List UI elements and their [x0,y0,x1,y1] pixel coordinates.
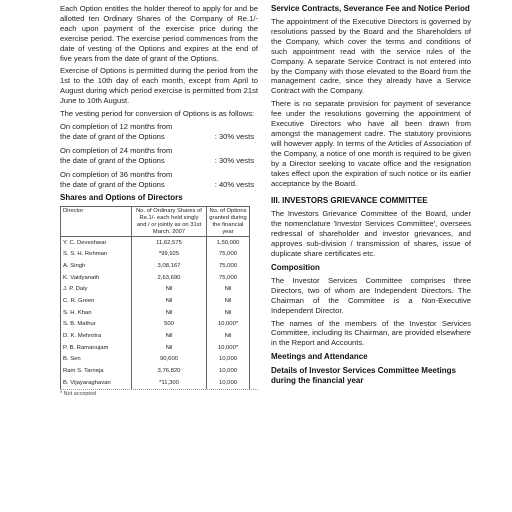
shares-cell: Nil [132,342,207,354]
shares-cell: Nil [132,296,207,308]
left-column [60,4,258,398]
table-body [61,237,250,389]
table-heading: Shares and Options of Directors [60,193,183,203]
vesting-item [60,122,258,142]
vesting-line: On completion of 12 months from [60,121,173,131]
directors-shares-table [60,206,250,389]
right-column [271,4,471,389]
shares-cell: 90,600 [132,354,207,366]
composition-heading: Composition [271,262,320,272]
vesting-line: the date of grant of the Options [60,179,165,189]
table-row [61,377,250,389]
vesting-percent: : 40% vests [214,179,254,189]
table-row [61,296,250,308]
table-row [61,354,250,366]
table-row [61,237,250,249]
options-cell: 75,000 [207,272,250,284]
options-cell: Nil [207,331,250,343]
director-name-cell: Y. C. Deveshwar [61,237,132,249]
director-name-cell: S. H. Khan [61,307,132,319]
committee-paragraph: The Investors Grievance Committee of the Board, under the nomenclature 'Investor Services Committee', oversees redressal of shareholder and investor grievances, and approves sub-division / transmission of shares, issue of duplicate share certificates etc. [271,209,471,259]
vesting-percent: : 30% vests [214,155,254,165]
vesting-line: the date of grant of the Options [60,155,165,165]
vesting-line: the date of grant of the Options [60,131,165,141]
vesting-line: On completion of 36 months from [60,169,173,179]
director-name-cell: D. K. Mehrotra [61,331,132,343]
vesting-item [60,170,258,190]
table-row [61,249,250,261]
vesting-schedule [60,122,258,189]
exercise-period-paragraph: Exercise of Options is permitted during the period from the 1st to the 10th day of each month, except from April to August during which period exercise is permitted from 21st June to 10th August. [60,66,258,106]
table-row [61,261,250,273]
director-name-cell: S. S. H. Rehman [61,249,132,261]
composition-paragraph: The Investor Services Committee comprises three Directors, two of whom are Independent Directors. The Chairman of the Committee is a Non-Executive Independent Director. [271,275,471,315]
options-cell: 10,000 [207,354,250,366]
options-cell: Nil [207,284,250,296]
table-footnote: * Not accepted [60,391,97,398]
options-cell: 75,000 [207,261,250,273]
director-name-cell: Ram S. Tarneja [61,366,132,378]
investors-grievance-heading: III. INVESTORS GRIEVANCE COMMITTEE [271,196,428,206]
table-row [61,272,250,284]
director-name-cell: K. Vaidyanath [61,272,132,284]
options-cell: Nil [207,296,250,308]
shares-cell: 2,63,690 [132,272,207,284]
director-name-cell: S. B. Mathur [61,319,132,331]
table-row [61,331,250,343]
options-cell: 10,000 [207,366,250,378]
options-cell: 10,000 [207,377,250,389]
director-name-cell: B. Sen [61,354,132,366]
shares-cell: 3,76,820 [132,366,207,378]
meetings-heading: Meetings and Attendance [271,352,368,362]
options-cell: 10,000* [207,319,250,331]
table-row [61,342,250,354]
shares-cell: Nil [132,307,207,319]
table-row [61,319,250,331]
options-cell: 10,000* [207,342,250,354]
shares-cell: Nil [132,331,207,343]
shares-cell: 11,62,575 [132,237,207,249]
vesting-line: On completion of 24 months from [60,145,173,155]
table-bottom-rule [60,389,258,390]
shares-cell: *99,925 [132,249,207,261]
service-contracts-heading: Service Contracts, Severance Fee and Notice Period [271,4,470,13]
options-cell: 1,50,000 [207,237,250,249]
table-row [61,366,250,378]
director-name-cell: J. P. Daly [61,284,132,296]
shares-cell: 3,08,167 [132,261,207,273]
director-name-cell: B. Vijayaraghavan [61,377,132,389]
options-cell: 75,000 [207,249,250,261]
column-header-shares: No. of Ordinary Shares of Re.1/- each held singly and / or jointly as on 31st March, 2007 [132,207,207,237]
options-entitlement-paragraph: Each Option entitles the holder thereof to apply for and be allotted ten Ordinary Shares of the Company of Re.1/- each upon payment of the exercise price during the exercise period. The exercise period commences from the date of vesting of the Options and expires at the end of five years from the date of grant of the Options. [60,4,258,63]
severance-paragraph: There is no separate provision for payment of severance fee under the resolutions governing the appointment of Executive Directors who have all been drawn from amongst the management cadre. The statutory provisions will however apply. In terms of the Articles of Association of the Company, a notice of one month is required to be given by a Director seeking to vacate office and the resignation takes effect upon the expiration of such notice or its earlier acceptance by the Board. [271,99,471,188]
shares-cell: *11,300 [132,377,207,389]
table-header-row [61,207,250,237]
vesting-intro-paragraph: The vesting period for conversion of Options is as follows: [60,109,255,119]
members-paragraph: The names of the members of the Investor Services Committee, including its Chairman, are provided elsewhere in the Report and Accounts. [271,318,471,348]
table-row [61,284,250,296]
table-row [61,307,250,319]
director-name-cell: A. Singh [61,261,132,273]
column-header-options: No. of Options granted during the financial year [207,207,250,237]
director-name-cell: P. B. Ramanujam [61,342,132,354]
shares-cell: Nil [132,284,207,296]
meetings-details-heading: Details of Investor Services Committee Meetings during the financial year [271,366,456,386]
options-cell: Nil [207,307,250,319]
column-header-director: Director [61,207,132,237]
appointment-paragraph: The appointment of the Executive Directors is governed by resolutions passed by the Board and the Shareholders of the Company, which cover the terms and conditions of such appointment read with the service rules of the Company. A separate Service Contract is not entered into by the Company with those elevated to the Board from the management cadre, since they already have a Service Contract with the Company. [271,17,471,96]
vesting-percent: : 30% vests [214,131,254,141]
shares-cell: 500 [132,319,207,331]
director-name-cell: C. R. Green [61,296,132,308]
vesting-item [60,146,258,166]
